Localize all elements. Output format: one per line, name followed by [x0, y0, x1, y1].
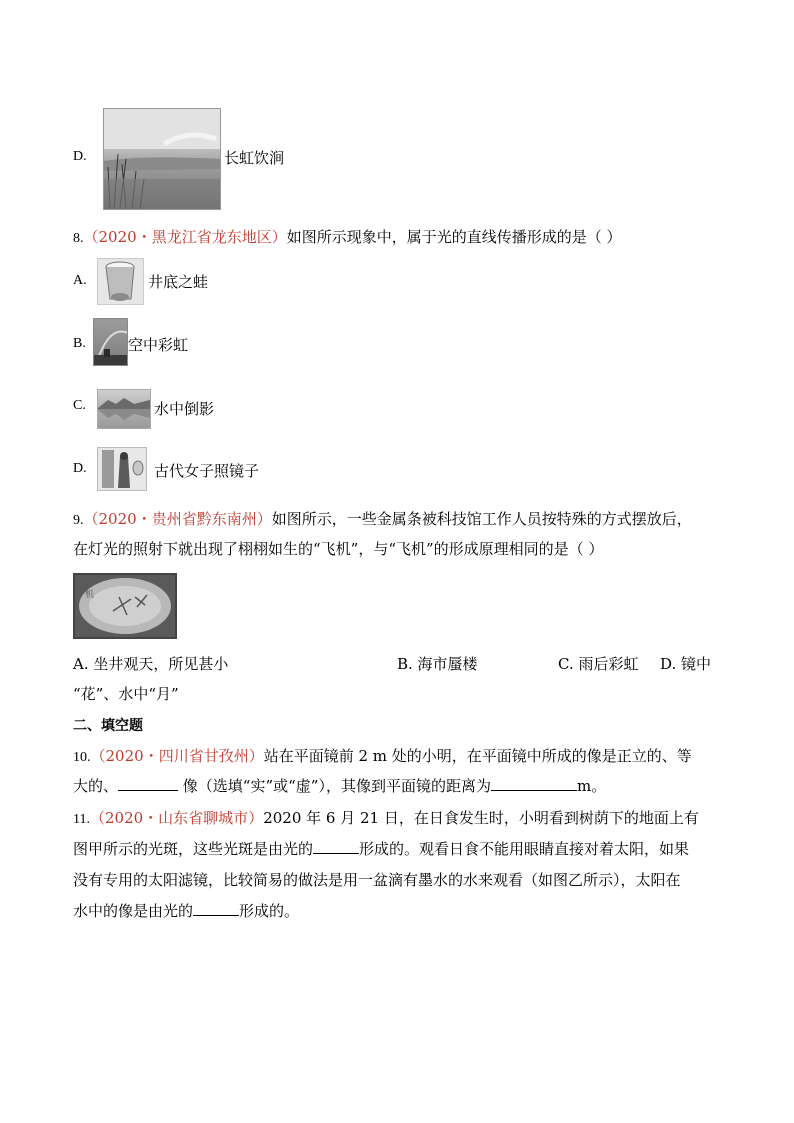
option-a-text: 井底之蛙 — [148, 273, 209, 291]
option-d-letter: D. — [73, 461, 87, 476]
rainbow-waterfall-image — [103, 108, 221, 210]
option-d-continued: “花”、水中“月” — [73, 685, 179, 703]
question-11-line1 — [73, 807, 699, 828]
option-d-letter: D. — [73, 149, 87, 164]
answer-blank[interactable] — [118, 776, 178, 791]
question-text: 2020 年 6 月 21 日，在日食发生时，小明看到树荫下的地面上有 — [263, 809, 699, 827]
question-source: 2020・贵州省黔东南州 — [98, 510, 257, 528]
question-9-stem-line2: 在灯光的照射下就出现了栩栩如生的“飞机”，与“飞机”的形成原理相同的是（ ） — [73, 540, 604, 558]
option-a: A. 坐井观天，所见甚小 — [73, 655, 229, 673]
question-text: 形成的。 — [239, 902, 300, 920]
question-8-stem — [73, 226, 622, 247]
woman-mirror-image — [97, 447, 147, 491]
question-source: 2020・四川省甘孜州 — [105, 747, 249, 765]
question-text: 站在平面镜前 2 m 处的小明，在平面镜中所成的像是正立的、等 — [263, 747, 692, 765]
option-c-letter: C. — [73, 398, 86, 413]
source-close: ） — [271, 228, 287, 246]
section-title: 二、填空题 — [73, 718, 143, 734]
image-label: 机 — [85, 590, 95, 600]
water-reflection-image — [97, 389, 151, 429]
answer-blank[interactable] — [193, 901, 239, 916]
answer-blank[interactable] — [313, 839, 359, 854]
source-close: ） — [248, 747, 264, 765]
question-number: 10. — [73, 750, 91, 765]
question-number: 8. — [73, 231, 84, 246]
source-open: （ — [83, 228, 99, 246]
option-b: B. 海市蜃楼 — [397, 655, 478, 673]
question-11-line2 — [73, 838, 689, 859]
metal-airplane-shadow-image — [73, 573, 177, 639]
question-text: 如图所示，一些金属条被科技馆工作人员按特殊的方式摆放后， — [271, 510, 692, 528]
source-open: （ — [89, 809, 105, 827]
question-text: 水中的像是由光的 — [73, 902, 194, 920]
option-c: C. 雨后彩虹 — [558, 655, 639, 673]
question-text: 大的、 — [73, 777, 119, 795]
question-text: m。 — [576, 777, 607, 795]
option-a-letter: A. — [73, 273, 87, 288]
question-11-line4 — [73, 900, 299, 921]
option-c-text: 水中倒影 — [154, 400, 215, 418]
well-frog-image — [97, 258, 144, 305]
question-text: 图甲所示的光斑，这些光斑是由光的 — [73, 840, 314, 858]
option-d-text: 长虹饮涧 — [224, 149, 285, 167]
question-10-line2 — [73, 775, 606, 796]
sky-rainbow-image — [93, 318, 128, 366]
source-open: （ — [90, 747, 106, 765]
question-10-line1 — [73, 745, 692, 766]
source-close: ） — [256, 510, 272, 528]
question-text: 形成的。观看日食不能用眼睛直接对着太阳，如果 — [359, 840, 690, 858]
question-source: 2020・山东省聊城市 — [105, 809, 249, 827]
source-open: （ — [83, 510, 99, 528]
question-number: 9. — [73, 513, 84, 528]
option-b-text: 空中彩虹 — [128, 336, 189, 354]
question-text: 如图所示现象中，属于光的直线传播形成的是（ ） — [286, 228, 622, 246]
source-close: ） — [248, 809, 264, 827]
question-11-line3: 没有专用的太阳滤镜，比较简易的做法是用一盆滴有墨水的水来观看（如图乙所示），太阳在 — [73, 871, 681, 889]
option-d: D. 镜中 — [660, 655, 712, 673]
question-source: 2020・黑龙江省龙东地区 — [98, 228, 272, 246]
question-number: 11. — [73, 812, 90, 827]
question-text: 像（选填“实”或“虚”），其像到平面镜的距离为 — [178, 777, 491, 795]
question-9-stem-line1 — [73, 508, 692, 529]
option-d-text: 古代女子照镜子 — [154, 462, 260, 480]
option-b-letter: B. — [73, 336, 86, 351]
answer-blank[interactable] — [491, 776, 577, 791]
